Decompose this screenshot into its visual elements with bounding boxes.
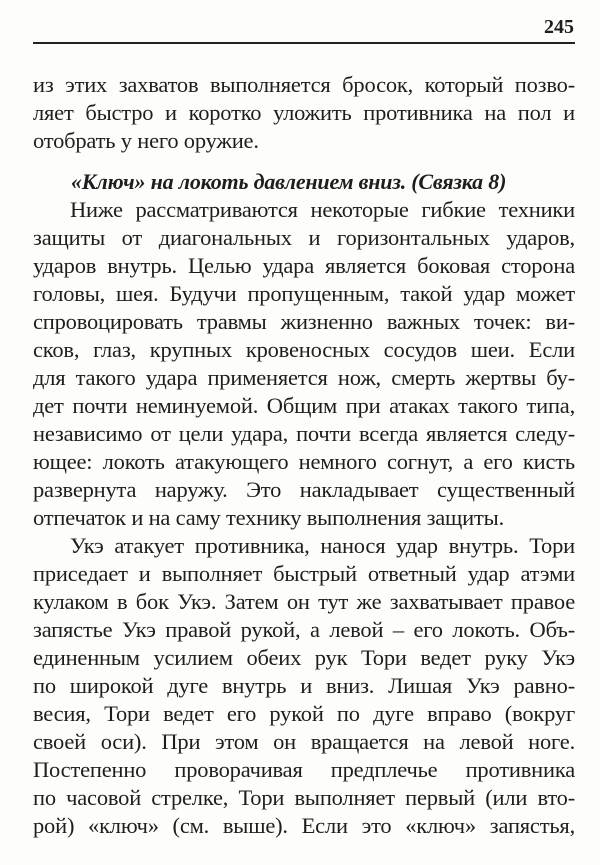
text-line: отпечаток и на саму технику выполнения защиты. bbox=[33, 505, 505, 530]
header-rule bbox=[33, 42, 575, 44]
text-line: ляет быстро и коротко уложить противника на пол и bbox=[33, 100, 575, 125]
page-body bbox=[33, 71, 575, 840]
text-line: дет почти неминуемой. Общим при атаках такого типа, bbox=[33, 393, 575, 418]
text-line: защиты от диагональных и горизонтальных ударов, bbox=[33, 225, 575, 250]
paragraph-1 bbox=[33, 71, 575, 155]
text-line: своей оси). При этом он вращается на левой ноге. bbox=[33, 729, 575, 754]
text-line: головы, шея. Будучи пропущенным, такой удар может bbox=[33, 281, 575, 306]
text-line: Постепенно проворачивая предплечье противника bbox=[33, 757, 575, 782]
text-line: Укэ атакует противника, нанося удар внутрь. Тори bbox=[70, 533, 575, 558]
text-line: развернута наружу. Это накладывает существенный bbox=[33, 477, 575, 502]
text-line: спровоцировать травмы жизненно важных точек: ви- bbox=[33, 309, 575, 334]
text-line: единенным усилием обеих рук Тори ведет руку Укэ bbox=[33, 645, 575, 670]
text-line: рой) «ключ» (см. выше). Если это «ключ» запястья, bbox=[33, 813, 575, 838]
text-line: запястье Укэ правой рукой, а левой – его локоть. Объ- bbox=[33, 617, 575, 642]
text-line: отобрать у него оружие. bbox=[33, 128, 259, 153]
text-line: для такого удара применяется нож, смерть жертвы бу- bbox=[33, 365, 575, 390]
text-line: ударов внутрь. Целью удара является боковая сторона bbox=[33, 253, 575, 278]
text-line: независимо от цели удара, почти всегда является следу- bbox=[33, 421, 575, 446]
text-line: из этих захватов выполняется бросок, который позво- bbox=[33, 72, 575, 97]
text-line: по часовой стрелке, Тори выполняет первый (или вто- bbox=[33, 785, 575, 810]
section-heading: «Ключ» на локоть давлением вниз. (Связка 8) bbox=[71, 169, 507, 194]
text-line: кулаком в бок Укэ. Затем он тут же захватывает правое bbox=[33, 589, 575, 614]
text-line: сков, глаз, крупных кровеносных сосудов шеи. Если bbox=[33, 337, 575, 362]
text-line: по широкой дуге внутрь и вниз. Лишая Укэ равно- bbox=[33, 673, 575, 698]
text-line: ющее: локоть атакующего немного согнут, а его кисть bbox=[33, 449, 575, 474]
text-line: приседает и выполняет быстрый ответный удар атэми bbox=[33, 561, 575, 586]
text-line: Ниже рассматриваются некоторые гибкие техники bbox=[70, 197, 575, 222]
paragraph-2 bbox=[33, 196, 575, 532]
text-line: весия, Тори ведет его рукой по дуге вправо (вокруг bbox=[33, 701, 575, 726]
paragraph-3 bbox=[33, 532, 575, 840]
page-number: 245 bbox=[544, 16, 574, 38]
